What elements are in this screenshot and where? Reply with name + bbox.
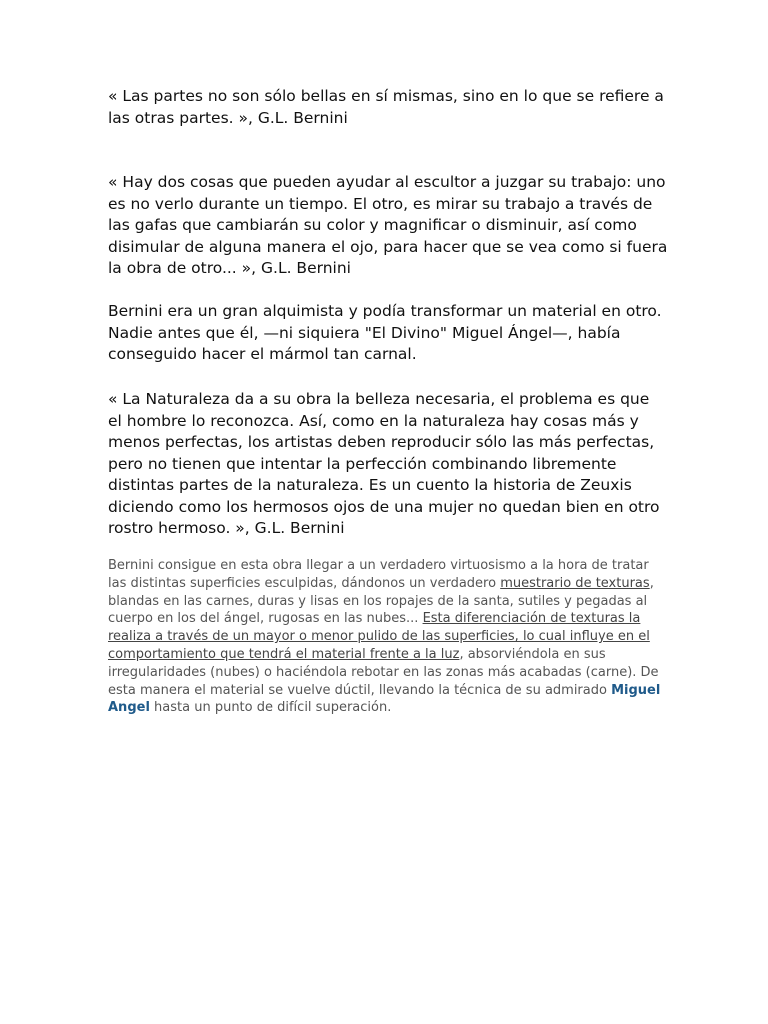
textures-paragraph: [108, 557, 668, 717]
miguel-angel-link[interactable]: Miguel Angel: [108, 682, 661, 716]
texture-polish-link[interactable]: Esta diferenciación de texturas la realiza a través de un mayor o menor pulido de las superficies, lo cual influye en el comportamiento que tendrá el material frente a la luz: [108, 611, 650, 662]
bernini-quote-parts: « Las partes no son sólo bellas en sí mismas, sino en lo que se refiere a las otras partes. », G.L. Bernini: [108, 87, 664, 127]
bernini-quote-nature: « La Naturaleza da a su obra la belleza necesaria, el problema es que el hombre lo reconozca. Así, como en la naturaleza hay cosas más y menos perfectas, los artistas deben reproducir sólo las más perfectas, pero no tienen que intentar la perfección combinando libremente distintas partes de la naturaleza. Es un cuento la historia de Zeuxis diciendo como los hermosos ojos de una mujer no quedan bien en otro rostro hermoso. », G.L. Bernini: [108, 390, 660, 537]
textures-text-part-3: , absorviéndola en sus irregularidades (nubes) o haciéndola rebotar en las zonas más acabadas (carne). De esta manera el material se vuelve dúctil, llevando la técnica de su admirado: [108, 646, 659, 698]
textures-text-part-1: Bernini consigue en esta obra llegar a un verdadero virtuosismo a la hora de tratar las distintas superficies esculpidas, dándonos un verdadero: [108, 558, 649, 591]
bernini-alchemist-paragraph: Bernini era un gran alquimista y podía transformar un material en otro. Nadie antes que él, —ni siquiera "El Divino" Miguel Ángel—, había conseguido hacer el mármol tan carnal.: [108, 302, 662, 363]
textures-sample-link[interactable]: muestrario de texturas: [500, 575, 650, 591]
textures-text-part-2: , blandas en las carnes, duras y lisas en los ropajes de la santa, sutiles y pegadas al cuerpo en los del ángel, rugosas en las nubes...: [108, 575, 654, 627]
bernini-quote-judging-work: « Hay dos cosas que pueden ayudar al escultor a juzgar su trabajo: uno es no verlo durante un tiempo. El otro, es mirar su trabajo a través de las gafas que cambiarán su color y magnificar o disminuir, así como disimular de alguna manera el ojo, para hacer que se vea como si fuera la obra de otro... », G.L. Bernini: [108, 173, 668, 277]
textures-text-part-4: hasta un punto de difícil superación.: [149, 700, 392, 716]
